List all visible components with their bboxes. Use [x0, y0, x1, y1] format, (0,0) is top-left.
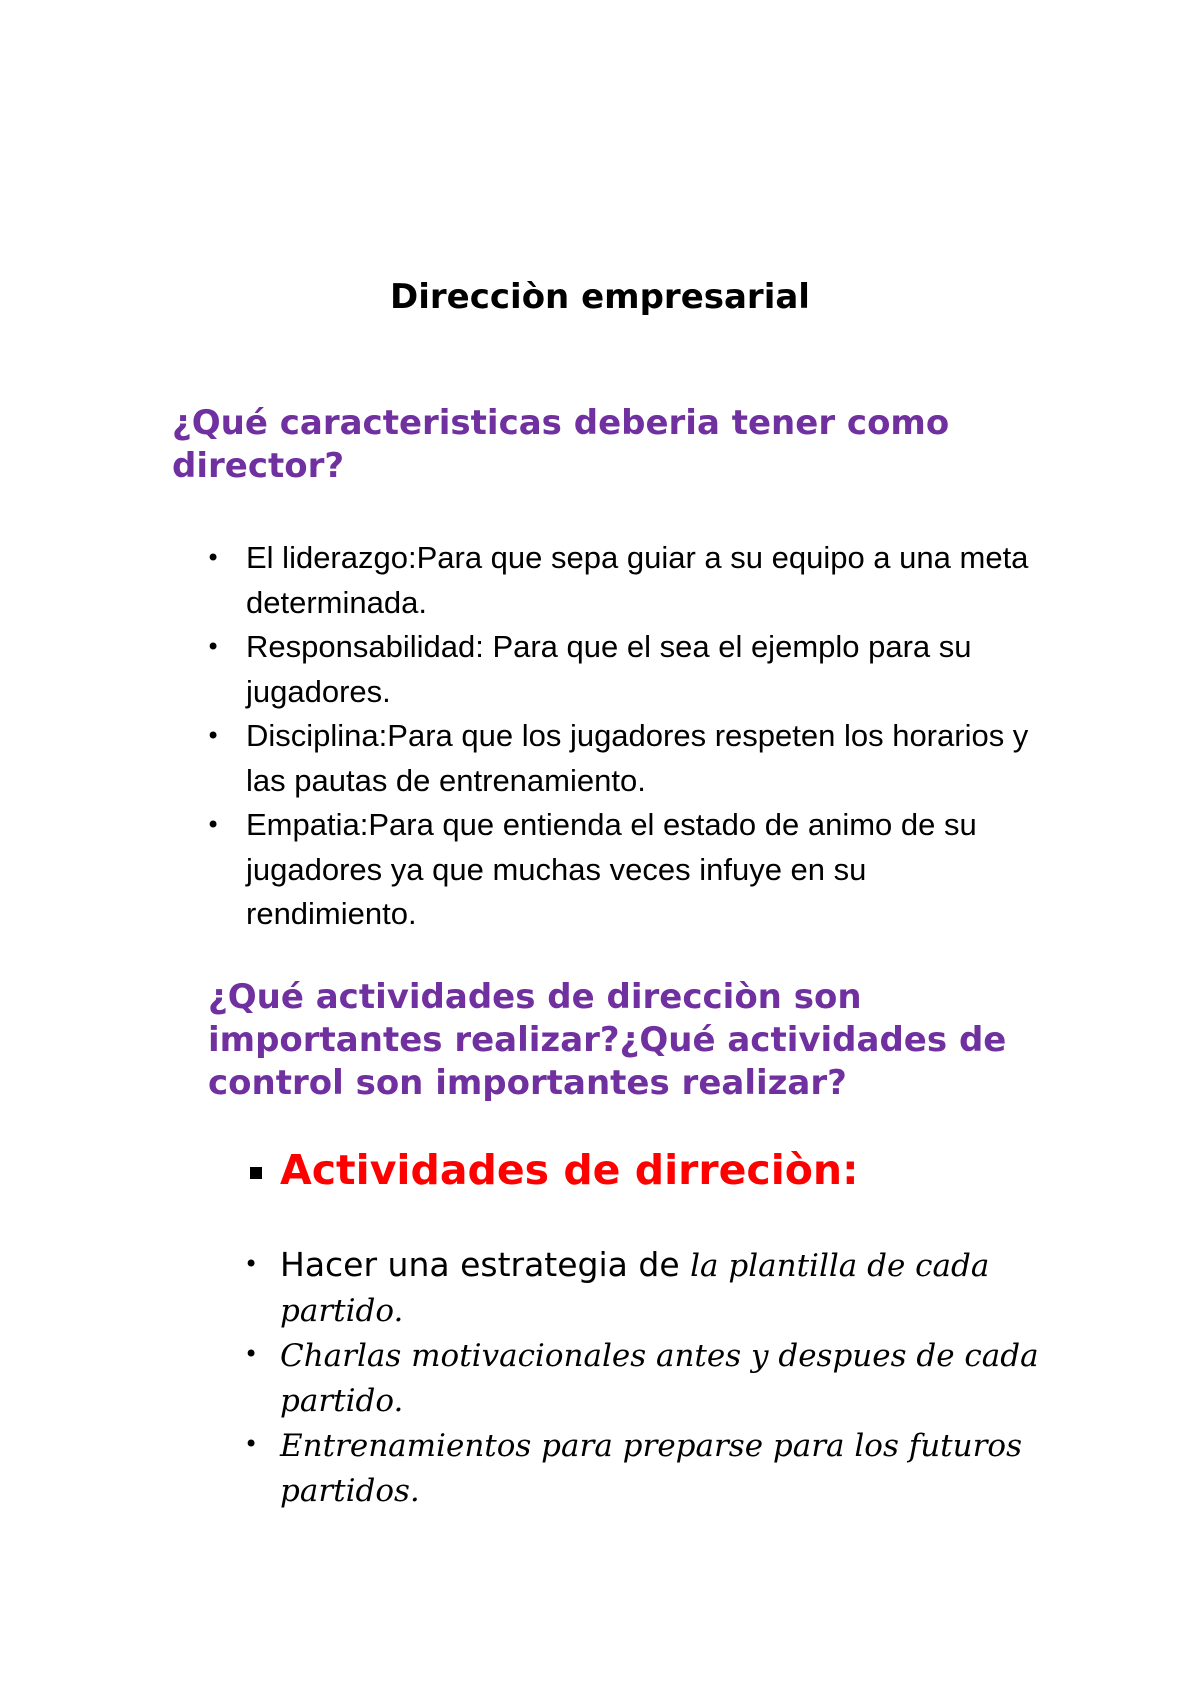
characteristics-list — [0, 536, 1036, 937]
list-item — [0, 1243, 1040, 1333]
bullet-icon: • — [206, 544, 221, 572]
list-item-text: Empatia:Para que entienda el estado de animo de su jugadores ya que muchas veces infuye en su rendimiento. — [246, 807, 977, 931]
bullet-icon: • — [206, 633, 221, 661]
list-item — [0, 625, 1036, 714]
list-item — [0, 1333, 1040, 1423]
bullet-icon: • — [206, 811, 221, 839]
document-title: Direcciòn empresarial — [390, 277, 810, 317]
square-bullet-icon — [250, 1167, 262, 1179]
bullet-icon: • — [206, 722, 221, 750]
list-item — [0, 803, 1036, 937]
list-item-text: Entrenamientos para preparse para los futuros partidos. — [280, 1428, 1022, 1509]
section2-heading: ¿Qué actividades de direcciòn son importantes realizar?¿Qué actividades de control son importantes realizar? — [208, 977, 1007, 1103]
activities-list — [0, 1243, 1040, 1513]
list-item-text: la plantilla de cada partido. — [280, 1248, 990, 1329]
list-item-lead: Hacer una estrategia de — [280, 1245, 691, 1284]
activities-subheading: Actividades de dirreciòn: — [280, 1146, 859, 1194]
list-item-text: Responsabilidad: Para que el sea el ejemplo para su jugadores. — [246, 629, 972, 709]
list-item-text: Charlas motivacionales antes y despues de cada partido. — [280, 1338, 1039, 1419]
section1-heading: ¿Qué caracteristicas deberia tener como director? — [172, 403, 950, 486]
list-item — [0, 714, 1036, 803]
list-item-text: Disciplina:Para que los jugadores respeten los horarios y las pautas de entrenamiento. — [246, 718, 1029, 798]
bullet-icon: • — [244, 1340, 259, 1368]
list-item — [0, 1423, 1040, 1513]
bullet-icon: • — [244, 1430, 259, 1458]
list-item-text: El liderazgo:Para que sepa guiar a su equipo a una meta determinada. — [246, 540, 1029, 620]
bullet-icon: • — [244, 1250, 259, 1278]
list-item — [0, 536, 1036, 625]
